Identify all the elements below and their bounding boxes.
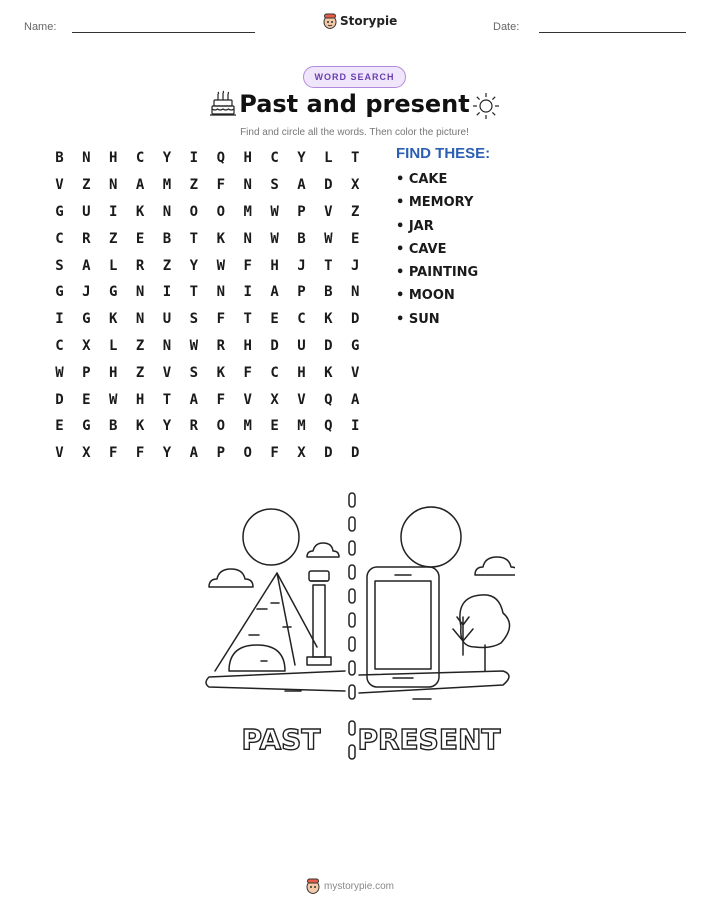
grid-cell[interactable]: E bbox=[55, 418, 64, 435]
grid-cell[interactable]: V bbox=[351, 364, 360, 381]
grid-cell[interactable]: D bbox=[351, 445, 360, 462]
grid-cell[interactable]: N bbox=[109, 177, 118, 194]
grid-cell[interactable]: R bbox=[189, 418, 199, 435]
grid-cell[interactable]: I bbox=[243, 284, 252, 301]
grid-cell[interactable]: N bbox=[162, 203, 172, 220]
grid-cell[interactable]: G bbox=[82, 311, 91, 328]
storypie-mascot-icon bbox=[323, 13, 337, 29]
grid-cell[interactable]: O bbox=[216, 418, 225, 435]
grid-cell[interactable]: P bbox=[297, 284, 306, 301]
footer-url[interactable]: mystorypie.com bbox=[324, 880, 395, 892]
sun-icon bbox=[472, 92, 500, 120]
word-search-badge: WORD SEARCH bbox=[303, 66, 406, 88]
grid-cell[interactable]: Z bbox=[351, 203, 360, 220]
grid-cell[interactable]: K bbox=[135, 203, 145, 220]
grid-cell[interactable]: R bbox=[135, 257, 145, 274]
grid-cell[interactable]: S bbox=[270, 177, 279, 194]
instructions: Find and circle all the words. Then color the picture! bbox=[240, 127, 469, 138]
grid-cell[interactable]: T bbox=[162, 391, 172, 408]
grid-cell[interactable]: F bbox=[135, 445, 145, 462]
grid-cell[interactable]: V bbox=[243, 391, 252, 408]
grid-cell[interactable]: G bbox=[109, 284, 118, 301]
grid-cell[interactable]: N bbox=[162, 337, 172, 354]
grid-cell[interactable]: Z bbox=[162, 257, 172, 274]
grid-cell[interactable]: A bbox=[351, 391, 360, 408]
word-item: • SUN bbox=[396, 311, 440, 327]
grid-cell[interactable]: W bbox=[216, 257, 225, 274]
grid-cell[interactable]: G bbox=[55, 284, 64, 301]
grid-cell[interactable]: K bbox=[324, 311, 333, 328]
grid-cell[interactable]: C bbox=[55, 337, 64, 354]
grid-cell[interactable]: I bbox=[189, 150, 199, 167]
grid-cell[interactable]: V bbox=[162, 364, 172, 381]
footer bbox=[306, 878, 394, 894]
grid-cell[interactable]: D bbox=[324, 337, 333, 354]
grid-cell[interactable]: W bbox=[189, 337, 199, 354]
grid-cell[interactable]: L bbox=[324, 150, 333, 167]
grid-cell[interactable]: N bbox=[351, 284, 360, 301]
grid-cell[interactable]: A bbox=[189, 391, 199, 408]
grid-cell[interactable]: Z bbox=[189, 177, 199, 194]
past-cloud bbox=[209, 569, 253, 587]
date-label: Date: bbox=[493, 21, 520, 33]
grid-cell[interactable]: D bbox=[324, 445, 333, 462]
grid-cell[interactable]: E bbox=[270, 418, 279, 435]
grid-cell[interactable]: U bbox=[162, 311, 172, 328]
grid-cell[interactable]: F bbox=[216, 177, 225, 194]
grid-cell[interactable]: H bbox=[297, 364, 306, 381]
brand-logo bbox=[323, 13, 397, 29]
grid-cell[interactable]: T bbox=[189, 230, 199, 247]
grid-cell[interactable]: F bbox=[109, 445, 118, 462]
grid-cell[interactable]: Z bbox=[135, 337, 145, 354]
grid-cell[interactable]: F bbox=[216, 391, 225, 408]
grid-cell[interactable]: M bbox=[297, 418, 306, 435]
grid-cell[interactable]: O bbox=[189, 203, 199, 220]
grid-cell[interactable]: I bbox=[109, 203, 118, 220]
word-list bbox=[396, 171, 478, 334]
grid-cell[interactable]: W bbox=[55, 364, 64, 381]
storypie-mascot-icon bbox=[306, 878, 320, 894]
grid-cell[interactable]: G bbox=[351, 337, 360, 354]
grid-cell[interactable]: U bbox=[297, 337, 306, 354]
grid-cell[interactable]: N bbox=[243, 177, 252, 194]
grid-cell[interactable]: B bbox=[297, 230, 306, 247]
grid-cell[interactable]: M bbox=[162, 177, 172, 194]
grid-cell[interactable]: R bbox=[216, 337, 225, 354]
grid-cell[interactable]: G bbox=[55, 203, 64, 220]
present-label: PRESENT bbox=[357, 723, 501, 756]
word-item: • PAINTING bbox=[396, 265, 479, 281]
grid-cell[interactable]: Z bbox=[82, 177, 91, 194]
word-item: • CAVE bbox=[396, 241, 447, 257]
grid-cell[interactable]: V bbox=[55, 177, 64, 194]
word-item: • JAR bbox=[396, 218, 434, 234]
grid-cell[interactable]: O bbox=[216, 203, 225, 220]
grid-cell[interactable]: I bbox=[162, 284, 172, 301]
grid-cell[interactable]: L bbox=[109, 337, 118, 354]
grid-cell[interactable]: F bbox=[243, 364, 252, 381]
divider-dashes bbox=[349, 493, 355, 759]
name-label: Name: bbox=[24, 21, 57, 33]
cave bbox=[229, 645, 285, 671]
past-label: PAST bbox=[241, 723, 321, 756]
column bbox=[309, 571, 329, 581]
grid-cell[interactable]: J bbox=[82, 284, 91, 301]
grid-cell[interactable]: S bbox=[189, 364, 199, 381]
grid-cell[interactable]: X bbox=[82, 445, 91, 462]
grid-cell[interactable]: E bbox=[270, 311, 279, 328]
grid-cell[interactable]: F bbox=[243, 257, 252, 274]
grid-cell[interactable]: B bbox=[162, 230, 172, 247]
grid-cell[interactable]: Y bbox=[162, 418, 172, 435]
tree bbox=[453, 617, 473, 655]
grid-cell[interactable]: N bbox=[82, 150, 91, 167]
word-item: • MOON bbox=[396, 288, 455, 304]
grid-cell[interactable]: H bbox=[270, 257, 279, 274]
grid-cell[interactable]: J bbox=[297, 257, 306, 274]
grid-cell[interactable]: P bbox=[216, 445, 225, 462]
grid-cell[interactable]: K bbox=[324, 364, 333, 381]
grid-cell[interactable]: X bbox=[270, 391, 279, 408]
grid-cell[interactable]: B bbox=[324, 284, 333, 301]
grid-cell[interactable]: C bbox=[297, 311, 306, 328]
grid-cell[interactable]: A bbox=[82, 257, 91, 274]
grid-cell[interactable]: G bbox=[82, 418, 91, 435]
grid-cell[interactable]: H bbox=[243, 337, 252, 354]
grid-cell[interactable]: H bbox=[135, 391, 145, 408]
grid-cell[interactable]: D bbox=[55, 391, 64, 408]
grid-cell[interactable]: V bbox=[297, 391, 306, 408]
grid-cell[interactable]: C bbox=[135, 150, 145, 167]
grid-cell[interactable]: F bbox=[216, 311, 225, 328]
grid-cell[interactable]: P bbox=[297, 203, 306, 220]
grid-cell[interactable]: A bbox=[135, 177, 145, 194]
grid-cell[interactable]: K bbox=[216, 230, 225, 247]
grid-cell[interactable]: X bbox=[82, 337, 91, 354]
grid-cell[interactable]: K bbox=[135, 418, 145, 435]
grid-cell[interactable]: W bbox=[270, 203, 279, 220]
grid-cell[interactable]: X bbox=[351, 177, 360, 194]
grid-cell[interactable]: T bbox=[243, 311, 252, 328]
grid-cell[interactable]: Q bbox=[324, 391, 333, 408]
grid-cell[interactable]: C bbox=[270, 150, 279, 167]
grid-cell[interactable]: O bbox=[243, 445, 252, 462]
page-title: Past and present bbox=[239, 90, 470, 118]
grid-cell[interactable]: N bbox=[216, 284, 225, 301]
grid-cell[interactable]: Z bbox=[135, 364, 145, 381]
grid-cell[interactable]: N bbox=[243, 230, 252, 247]
grid-cell[interactable]: H bbox=[109, 150, 118, 167]
grid-cell[interactable]: E bbox=[82, 391, 91, 408]
grid-cell[interactable]: T bbox=[189, 284, 199, 301]
grid-cell[interactable]: T bbox=[351, 150, 360, 167]
grid-cell[interactable]: Y bbox=[162, 445, 172, 462]
grid-cell[interactable]: K bbox=[109, 311, 118, 328]
grid-cell[interactable]: A bbox=[189, 445, 199, 462]
grid-cell[interactable]: A bbox=[297, 177, 306, 194]
grid-cell[interactable]: V bbox=[55, 445, 64, 462]
grid-cell[interactable]: Z bbox=[109, 230, 118, 247]
grid-cell[interactable]: D bbox=[270, 337, 279, 354]
grid-cell[interactable]: R bbox=[82, 230, 91, 247]
grid-cell[interactable]: W bbox=[270, 230, 279, 247]
name-line[interactable] bbox=[72, 32, 255, 33]
grid-cell[interactable]: V bbox=[324, 203, 333, 220]
grid-cell[interactable]: D bbox=[351, 311, 360, 328]
grid-cell[interactable]: M bbox=[243, 418, 252, 435]
present-sun bbox=[401, 507, 461, 567]
past-present-illustration bbox=[195, 485, 515, 765]
grid-cell[interactable]: U bbox=[82, 203, 91, 220]
grid-cell[interactable]: Q bbox=[216, 150, 225, 167]
grid-cell[interactable]: W bbox=[324, 230, 333, 247]
grid-cell[interactable]: B bbox=[55, 150, 64, 167]
grid-cell[interactable]: H bbox=[109, 364, 118, 381]
grid-cell[interactable]: C bbox=[270, 364, 279, 381]
grid-cell[interactable]: X bbox=[297, 445, 306, 462]
past-moon bbox=[243, 509, 299, 565]
grid-cell[interactable]: S bbox=[55, 257, 64, 274]
grid-cell[interactable]: C bbox=[55, 230, 64, 247]
letter-grid[interactable] bbox=[46, 145, 369, 467]
find-these-heading: FIND THESE: bbox=[396, 145, 491, 162]
grid-cell[interactable]: F bbox=[270, 445, 279, 462]
grid-cell[interactable]: N bbox=[135, 284, 145, 301]
word-item: • CAKE bbox=[396, 172, 448, 187]
grid-cell[interactable]: T bbox=[324, 257, 333, 274]
grid-cell[interactable]: Y bbox=[189, 257, 199, 274]
grid-cell[interactable]: I bbox=[351, 418, 360, 435]
grid-cell[interactable]: Q bbox=[324, 418, 333, 435]
grid-cell[interactable]: Y bbox=[162, 150, 172, 167]
grid-cell[interactable]: P bbox=[82, 364, 91, 381]
grid-cell[interactable]: B bbox=[109, 418, 118, 435]
grid-cell[interactable]: A bbox=[270, 284, 279, 301]
grid-cell[interactable]: I bbox=[55, 311, 64, 328]
grid-cell[interactable]: L bbox=[109, 257, 118, 274]
grid-cell[interactable]: E bbox=[135, 230, 145, 247]
grid-cell[interactable]: M bbox=[243, 203, 252, 220]
grid-cell[interactable]: Y bbox=[297, 150, 306, 167]
date-line[interactable] bbox=[539, 32, 686, 33]
grid-cell[interactable]: E bbox=[351, 230, 360, 247]
grid-cell[interactable]: D bbox=[324, 177, 333, 194]
grid-cell[interactable]: J bbox=[351, 257, 360, 274]
grid-cell[interactable]: N bbox=[135, 311, 145, 328]
grid-cell[interactable]: S bbox=[189, 311, 199, 328]
grid-cell[interactable]: W bbox=[109, 391, 118, 408]
brand-name: Storypie bbox=[340, 14, 398, 28]
word-item: • MEMORY bbox=[396, 195, 474, 211]
grid-cell[interactable]: H bbox=[243, 150, 252, 167]
grid-cell[interactable]: K bbox=[216, 364, 225, 381]
